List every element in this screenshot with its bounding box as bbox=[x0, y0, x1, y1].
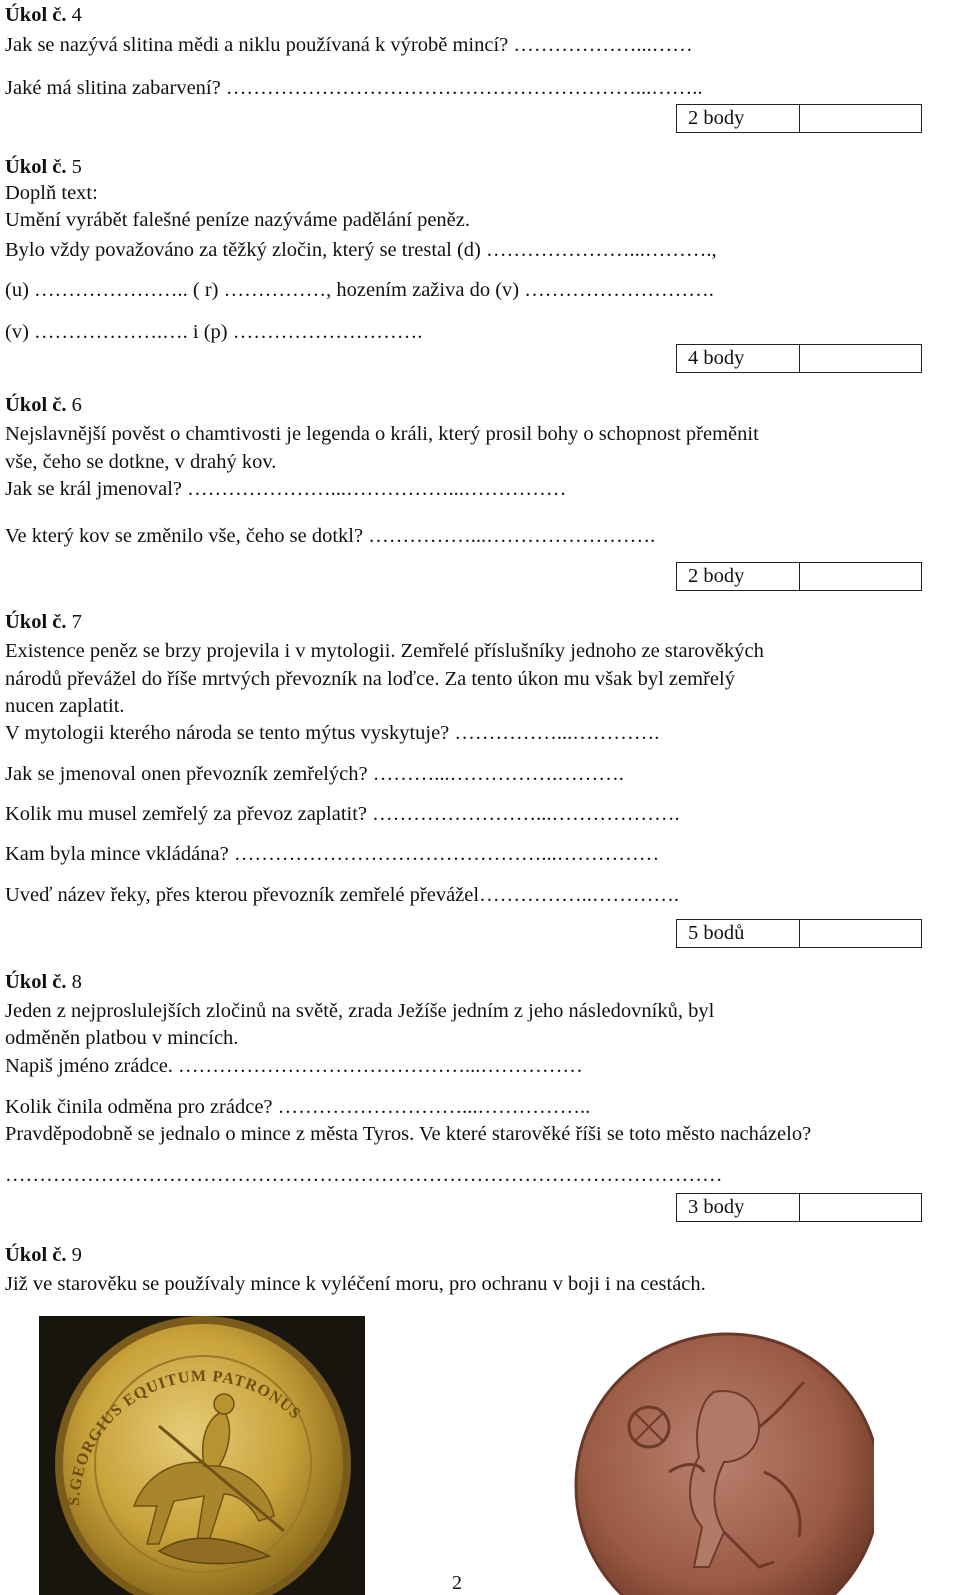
task-8-title: Úkol č. 8 bbox=[5, 971, 82, 993]
score-label: 5 bodů bbox=[677, 920, 800, 947]
score-field[interactable] bbox=[800, 105, 921, 132]
task-5-line-3: Bylo vždy považováno za těžký zločin, který se trestal (d) …………………...………., bbox=[5, 239, 717, 261]
task-7-question-3: Kolik mu musel zemřelý za převoz zaplatit? ……………………...………………. bbox=[5, 803, 680, 825]
score-label: 2 body bbox=[677, 105, 800, 132]
task-6-title: Úkol č. 6 bbox=[5, 394, 82, 416]
task-7-score-box bbox=[676, 919, 922, 948]
task-4-question-1: Jak se nazývá slitina mědi a niklu používaná k výrobě mincí? ………………...…… bbox=[5, 34, 693, 56]
task-8-question-2: Kolik činila odměna pro zrádce? ………………………...…………….. bbox=[5, 1096, 591, 1118]
task-7-question-4: Kam byla mince vkládána? ………………………………………...…………… bbox=[5, 843, 660, 865]
task-8-answer-line: …………………………………………………………………………………………… bbox=[5, 1164, 723, 1186]
task-7-question-5: Uveď název řeky, přes kterou převozník zemřelé převážel……………..…………. bbox=[5, 884, 679, 906]
task-7-title: Úkol č. 7 bbox=[5, 611, 82, 633]
task-8-line-1: Jeden z nejproslulejších zločinů na světě, zrada Ježíše jedním z jeho následovníků, byl bbox=[5, 1000, 715, 1022]
task-5-title: Úkol č. 5 bbox=[5, 156, 82, 178]
task-8-question-3: Pravděpodobně se jednalo o mince z města Tyros. Ve které starověké říši se toto město nacházelo? bbox=[5, 1123, 812, 1145]
task-5-line-5: (v) ……………….…. i (p) ………………………. bbox=[5, 321, 423, 343]
hanuman-coin-image bbox=[574, 1332, 874, 1595]
task-8-question-1: Napiš jméno zrádce. ……………………………………...…………… bbox=[5, 1055, 583, 1077]
task-7-question-2: Jak se jmenoval onen převozník zemřelých? ………...…………….………. bbox=[5, 763, 624, 785]
task-5-line-1: Doplň text: bbox=[5, 182, 98, 204]
task-4-question-2: Jaké má slitina zabarvení? ……………………………………………………...…….. bbox=[5, 77, 703, 99]
score-field[interactable] bbox=[800, 345, 921, 372]
task-7-line-2: národů převážel do říše mrtvých převozník na loďce. Za tento úkon mu však byl zemřelý bbox=[5, 668, 735, 690]
st-george-coin-image bbox=[39, 1316, 365, 1595]
task-4-title: Úkol č. 4 bbox=[5, 4, 82, 26]
score-field[interactable] bbox=[800, 563, 921, 590]
score-label: 4 body bbox=[677, 345, 800, 372]
task-9-title: Úkol č. 9 bbox=[5, 1244, 82, 1266]
score-field[interactable] bbox=[800, 1194, 921, 1221]
task-7-question-1: V mytologii kterého národa se tento mýtus vyskytuje? ……………...…………. bbox=[5, 722, 660, 744]
task-6-question-2: Ve který kov se změnilo vše, čeho se dotkl? ……………...……………………. bbox=[5, 525, 656, 547]
page-number: 2 bbox=[452, 1572, 462, 1594]
task-6-line-1: Nejslavnější pověst o chamtivosti je legenda o králi, který prosil bohy o schopnost přeměnit bbox=[5, 423, 759, 445]
task-7-line-1: Existence peněz se brzy projevila i v mytologii. Zemřelé příslušníky jednoho ze starověkých bbox=[5, 640, 764, 662]
task-8-line-2: odměněn platbou v mincích. bbox=[5, 1027, 239, 1049]
task-7-line-3: nucen zaplatit. bbox=[5, 695, 125, 717]
task-6-line-2: vše, čeho se dotkne, v drahý kov. bbox=[5, 451, 277, 473]
svg-text:S.GEORGIUS EQUITUM PATRONUS: S.GEORGIUS EQUITUM PATRONUS bbox=[65, 1367, 305, 1507]
score-label: 2 body bbox=[677, 563, 800, 590]
task-8-score-box bbox=[676, 1193, 922, 1222]
task-6-question-1: Jak se král jmenoval? …………………...……………...…………… bbox=[5, 478, 567, 500]
task-5-score-box bbox=[676, 344, 922, 373]
task-4-score-box bbox=[676, 104, 922, 133]
score-field[interactable] bbox=[800, 920, 921, 947]
task-5-line-4: (u) ………………….. ( r) ……………, hozením zaživa do (v) ………………………. bbox=[5, 279, 714, 301]
score-label: 3 body bbox=[677, 1194, 800, 1221]
task-5-line-2: Umění vyrábět falešné peníze nazýváme padělání peněz. bbox=[5, 209, 471, 231]
task-9-line-1: Již ve starověku se používaly mince k vyléčení moru, pro ochranu v boji i na cestách. bbox=[5, 1273, 706, 1295]
task-6-score-box bbox=[676, 562, 922, 591]
